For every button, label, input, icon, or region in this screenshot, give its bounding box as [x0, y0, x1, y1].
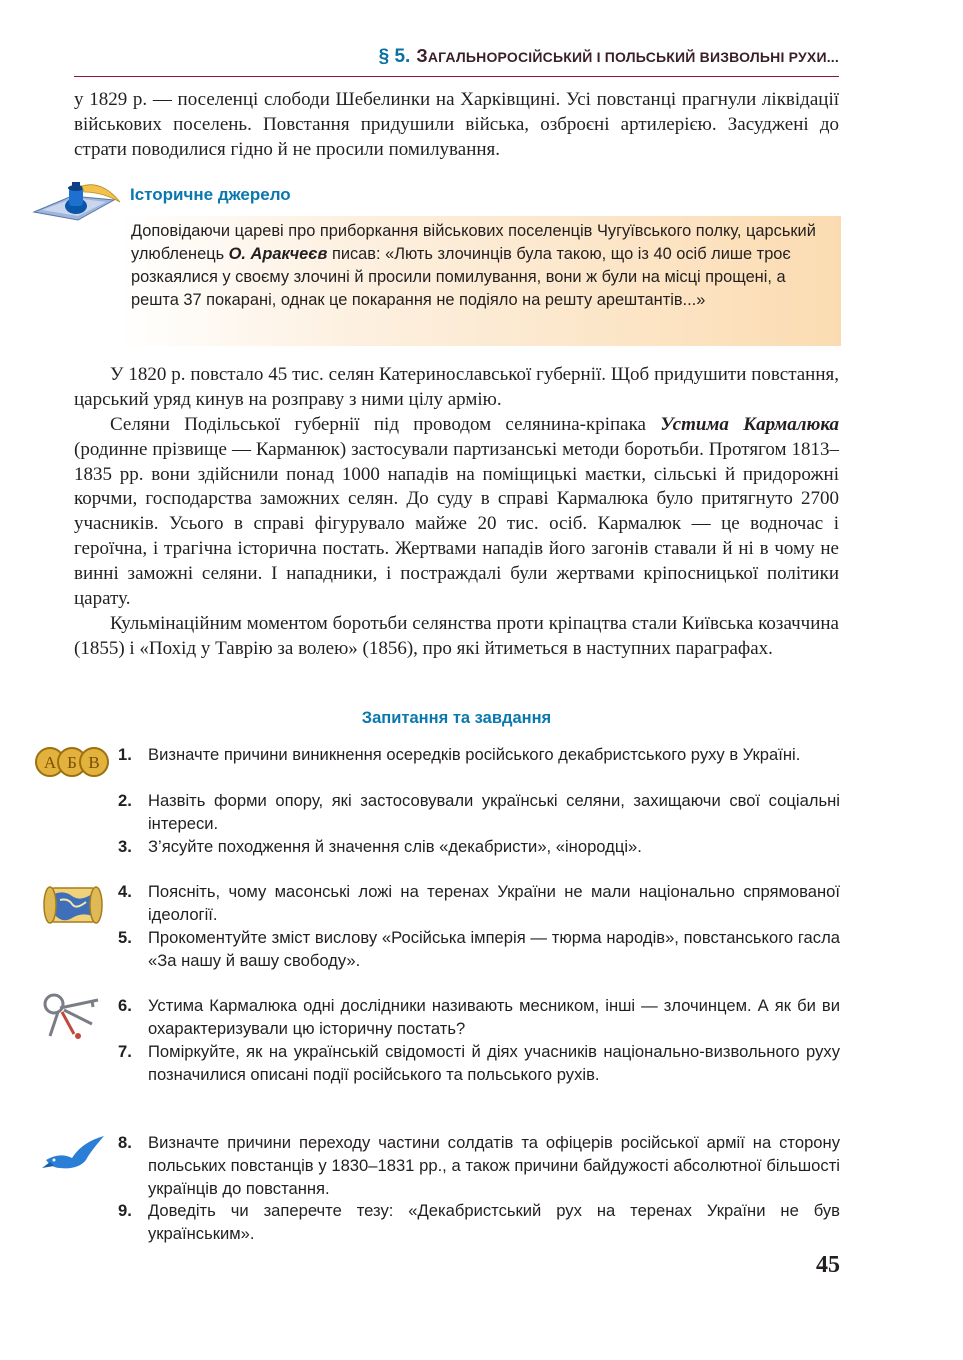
- questions-title: Запитання та завдання: [361, 709, 552, 727]
- paragraph-1: У 1820 р. повстало 45 тис. селян Катеринославської губернії. Щоб придушити повстання, царський уряд кинув на розправу з ними цілу армію.: [74, 364, 839, 410]
- question-5: 5. Прокоментуйте зміст вислову «Російська імперія — тюрма народів», повстанського гасла «За нашу й вашу свободу».: [118, 928, 840, 970]
- section-number: § 5.: [378, 46, 411, 67]
- question-4: 4. Поясніть, чому масонські ложі на теренах України не мали національно спрямованої ідеології.: [118, 882, 840, 924]
- bird-icon: [42, 1134, 106, 1174]
- question-8: 8. Визначте причини переходу частини солдатів та офіцерів російської армії на сторону польських повстанців у 1830–1831 рр., а також причини байдужості абсолютної більшості українців до повстання.: [118, 1133, 840, 1198]
- keys-icon: [40, 990, 104, 1040]
- section-title: ЗАГАЛЬНОРОСІЙСЬКИЙ І ПОЛЬСЬКИЙ ВИЗВОЛЬНІ РУХИ...: [416, 46, 839, 66]
- paragraph-2: Селяни Подільської губернії під проводом селянина-кріпака Устима Кармалюка (родинне прізвище — Карманюк) застосували партизанські методи боротьби. Протягом 1813–1835 рр. вони здійснили понад 1000 нападів на поміщицькі маєтки, сільські й придорожні корчми, господарства заможних селян. До суду в справі Кармалюка було притягнуто 2700 учасників. Усього в справі фігурувало майже 20 тис. осіб. Кармалюк — це водночас і героїчна, і трагічна історична постать. Жертвами нападів його загонів ставали й ні в чому не винні заможні селяни. І нападники, і постраждалі були жертвами кріпосницької політики царату.: [74, 414, 839, 609]
- source-title: Історичне джерело: [130, 185, 291, 204]
- coin-letter: В: [88, 753, 100, 772]
- question-7: 7. Поміркуйте, як на українській свідомості й діях учасників національно-визвольного руху позначилися описані події російського та польського рухів.: [118, 1042, 840, 1084]
- map-scroll-icon: [42, 880, 104, 930]
- question-3: 3. З’ясуйте походження й значення слів «декабристи», «інородці».: [118, 837, 642, 856]
- question-1: 1. Визначте причини виникнення осередків російського декабристського руху в Україні.: [118, 745, 801, 764]
- coin-letter: Б: [67, 753, 77, 772]
- coins-icon: [34, 744, 114, 780]
- intro-paragraph: у 1829 р. — поселенці слободи Шебелинки на Харківщині. Усі повстанці прагнули ліквідації військових поселень. Повстання придушили війська, озброєні артилерією. Засуджені до страти поводилися гідно й не просили помилування.: [74, 89, 839, 160]
- inkwell-icon: [32, 178, 122, 224]
- source-quote: Доповідаючи цареві про приборкання військових поселенців Чугуївського полку, царський улюбленець О. Аракчеєв писав: «Лють злочинців була такою, що із 40 осіб лише троє розкаялися у своєму злочині й просили помилування, вони ж були на місці прощені, а решта 37 покарані, однак це покарання не подіяло на решту арештантів...»: [131, 222, 816, 309]
- page-number: 45: [816, 1252, 840, 1278]
- coin-letter: А: [43, 753, 57, 772]
- karmaliuk-name: Устима Кармалюка: [660, 414, 839, 435]
- paragraph-3: Кульмінаційним моментом боротьби селянства проти кріпацтва стали Київська козаччина (1855) і «Похід у Таврію за волею» (1856), про які йтиметься в наступних параграфах.: [74, 613, 839, 659]
- question-9: 9. Доведіть чи заперечте тезу: «Декабристський рух на теренах України не був українським».: [118, 1201, 840, 1243]
- running-header: [74, 46, 839, 77]
- source-author: О. Аракчеєв: [228, 245, 328, 263]
- question-6: 6. Устима Кармалюка одні дослідники називають месником, інші — злочинцем. А як би ви охарактеризували цю історичну постать?: [118, 996, 840, 1038]
- question-2: 2. Назвіть форми опору, які застосовували українські селяни, захищаючи свої соціальні інтереси.: [118, 791, 840, 833]
